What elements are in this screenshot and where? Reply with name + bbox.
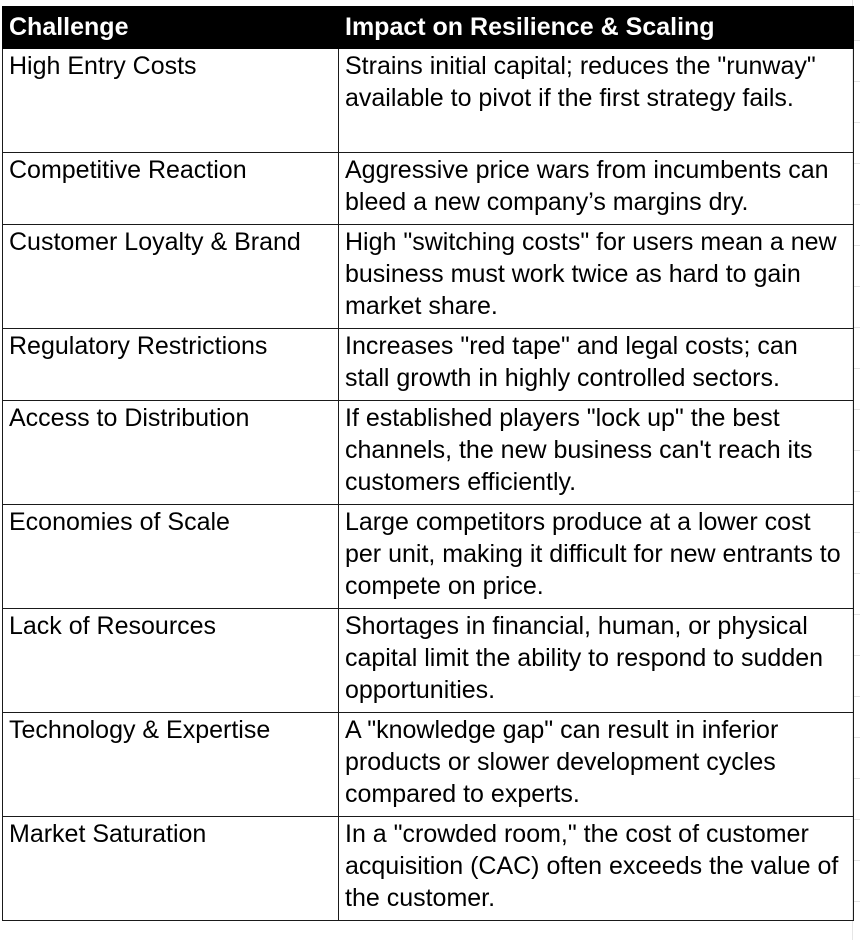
challenge-cell: Competitive Reaction bbox=[3, 153, 339, 225]
table-row bbox=[3, 329, 854, 401]
challenges-table bbox=[2, 6, 854, 921]
impact-cell: A "knowledge gap" can result in inferior products or slower development cycles compared to experts. bbox=[339, 713, 854, 817]
challenge-cell: Economies of Scale bbox=[3, 505, 339, 609]
impact-cell: If established players "lock up" the best channels, the new business can't reach its customers efficiently. bbox=[339, 401, 854, 505]
impact-cell: Aggressive price wars from incumbents can bleed a new company’s margins dry. bbox=[339, 153, 854, 225]
challenge-cell: Regulatory Restrictions bbox=[3, 329, 339, 401]
challenge-cell: Technology & Expertise bbox=[3, 713, 339, 817]
table-row bbox=[3, 817, 854, 921]
challenge-cell: Lack of Resources bbox=[3, 609, 339, 713]
challenge-cell: Customer Loyalty & Brand bbox=[3, 225, 339, 329]
challenge-cell: Market Saturation bbox=[3, 817, 339, 921]
impact-cell: High "switching costs" for users mean a new business must work twice as hard to gain market share. bbox=[339, 225, 854, 329]
challenge-cell: Access to Distribution bbox=[3, 401, 339, 505]
table-row bbox=[3, 49, 854, 153]
table-row bbox=[3, 401, 854, 505]
table-row bbox=[3, 505, 854, 609]
header-challenge: Challenge bbox=[3, 7, 339, 49]
table-row bbox=[3, 713, 854, 817]
table-row bbox=[3, 609, 854, 713]
table-row bbox=[3, 225, 854, 329]
impact-cell: In a "crowded room," the cost of customer acquisition (CAC) often exceeds the value of the customer. bbox=[339, 817, 854, 921]
impact-cell: Shortages in financial, human, or physical capital limit the ability to respond to sudden opportunities. bbox=[339, 609, 854, 713]
impact-cell: Strains initial capital; reduces the "runway" available to pivot if the first strategy fails. bbox=[339, 49, 854, 153]
header-impact: Impact on Resilience & Scaling bbox=[339, 7, 854, 49]
table-row bbox=[3, 153, 854, 225]
impact-cell: Increases "red tape" and legal costs; can stall growth in highly controlled sectors. bbox=[339, 329, 854, 401]
impact-cell: Large competitors produce at a lower cost per unit, making it difficult for new entrants to compete on price. bbox=[339, 505, 854, 609]
challenge-cell: High Entry Costs bbox=[3, 49, 339, 153]
table-header-row bbox=[3, 7, 854, 49]
